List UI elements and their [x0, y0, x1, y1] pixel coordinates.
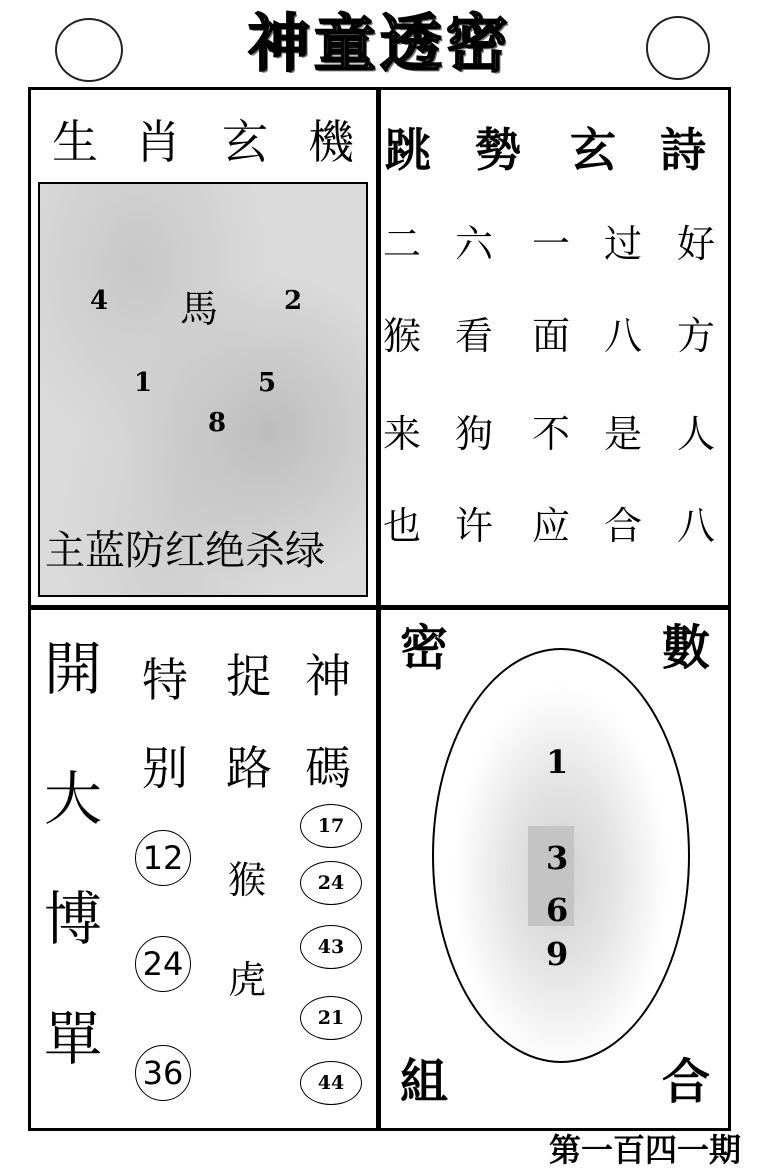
- zodiac-number-1: 1: [134, 368, 153, 398]
- poem-char: 一: [532, 222, 571, 266]
- right-circle-decoration: [646, 16, 710, 80]
- road-animal-1: 猴: [228, 858, 267, 902]
- poem-char: 六: [455, 222, 494, 266]
- poem-char: 是: [604, 412, 643, 456]
- zodiac-heading-3: 玄: [222, 115, 268, 169]
- poem-char: 应: [532, 504, 571, 548]
- poem-char: 过: [604, 222, 643, 266]
- poem-heading-4: 詩: [660, 123, 706, 177]
- road-animal-2: 虎: [228, 958, 267, 1002]
- poem-char: 合: [604, 504, 643, 548]
- road-label-1: 捉: [226, 649, 272, 703]
- bet-title-4: 單: [44, 1005, 103, 1073]
- secret-corner-br: 合: [662, 1054, 711, 1110]
- poem-char: 许: [455, 504, 494, 548]
- code-label-1: 神: [305, 649, 351, 703]
- secret-digit-3: 3: [546, 839, 569, 877]
- poem-char: 也: [383, 504, 422, 548]
- code-number-ring: 17: [300, 804, 362, 848]
- zodiac-number-8: 8: [208, 408, 227, 438]
- zodiac-number-5: 5: [258, 368, 277, 398]
- secret-corner-tr: 數: [662, 620, 711, 676]
- zodiac-heading-1: 生: [52, 115, 98, 169]
- poem-char: 狗: [455, 412, 494, 456]
- zodiac-heading-4: 機: [308, 115, 354, 169]
- horizontal-divider: [28, 605, 731, 610]
- poem-heading-3: 玄: [570, 123, 616, 177]
- bet-title-3: 博: [44, 885, 103, 953]
- issue-label: 第一百四一期: [548, 1131, 741, 1169]
- poem-char: 八: [677, 504, 716, 548]
- poem-char: 八: [604, 314, 643, 358]
- poem-char: 不: [532, 412, 571, 456]
- bet-title-2: 大: [44, 765, 103, 833]
- zodiac-caption: 主蓝防红绝杀绿: [45, 528, 325, 574]
- poem-char: 来: [383, 412, 422, 456]
- code-number-ring: 24: [300, 861, 362, 905]
- poem-char: 方: [677, 314, 716, 358]
- secret-digit-1: 1: [546, 743, 569, 781]
- secret-corner-tl: 密: [400, 620, 449, 676]
- road-label-2: 路: [226, 741, 272, 795]
- code-number-ring: 21: [300, 996, 362, 1040]
- page-title: 神童透密: [247, 7, 512, 80]
- poem-char: 二: [383, 222, 422, 266]
- secret-corner-bl: 組: [400, 1054, 449, 1110]
- poem-char: 面: [532, 314, 571, 358]
- bet-title-1: 開: [44, 635, 103, 703]
- left-circle-decoration: [55, 18, 123, 82]
- poem-heading-2: 勢: [475, 123, 521, 177]
- secret-digit-6: 6: [546, 891, 569, 929]
- code-number-ring: 44: [300, 1061, 362, 1105]
- special-label-2: 别: [142, 741, 188, 795]
- zodiac-animal: 馬: [180, 287, 219, 331]
- special-number-ring: 12: [135, 830, 191, 886]
- poem-char: 人: [677, 412, 716, 456]
- poem-char: 看: [455, 314, 494, 358]
- poem-heading-1: 跳: [385, 123, 431, 177]
- zodiac-number-4: 4: [90, 286, 109, 316]
- special-label-1: 特: [142, 653, 188, 707]
- special-number-ring: 36: [135, 1045, 191, 1101]
- zodiac-heading-2: 肖: [135, 115, 181, 169]
- secret-digit-9: 9: [546, 935, 569, 973]
- poem-char: 好: [677, 222, 716, 266]
- poem-char: 猴: [383, 314, 422, 358]
- special-number-ring: 24: [135, 936, 191, 992]
- code-number-ring: 43: [300, 925, 362, 969]
- zodiac-number-2: 2: [284, 286, 303, 316]
- code-label-2: 碼: [305, 741, 351, 795]
